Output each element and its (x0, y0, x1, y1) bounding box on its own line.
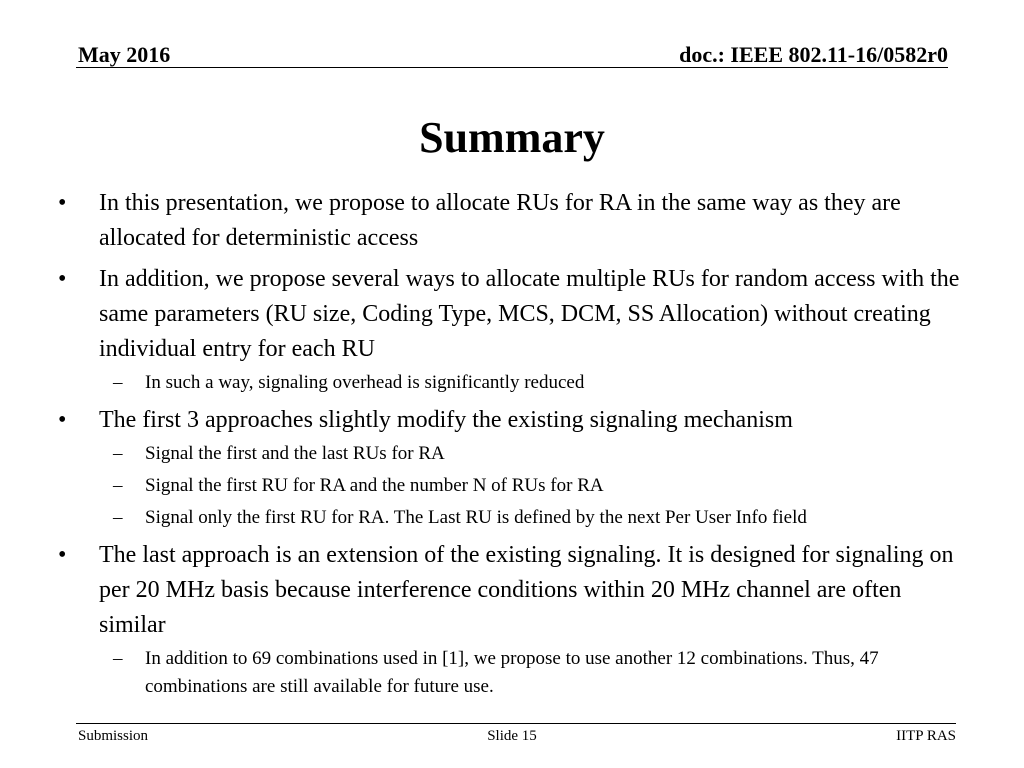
bullet-marker: • (58, 542, 67, 568)
bullet-item (0, 186, 1024, 256)
sub-bullet-text: In such a way, signaling overhead is significantly reduced (145, 372, 585, 393)
dash-marker: – (113, 475, 123, 496)
sub-bullet-item (0, 645, 1024, 701)
slide-title: Summary (419, 113, 605, 162)
bullet-marker: • (58, 190, 67, 216)
bullet-text: The last approach is an extension of the existing signaling. It is designed for signaling on per 20 MHz basis because interference conditions within 20 MHz channel are often similar (99, 542, 954, 638)
dash-marker: – (113, 372, 123, 393)
sub-bullet-text: Signal only the first RU for RA. The Last RU is defined by the next Per User Info field (145, 507, 807, 528)
sub-bullet-text: Signal the first and the last RUs for RA (145, 443, 445, 464)
bullet-list (0, 186, 1024, 701)
footer-submission: Submission (78, 728, 149, 744)
bullet-item (0, 262, 1024, 367)
sub-bullet-text: In addition to 69 combinations used in [1], we propose to use another 12 combinations. Thus, 47 combinations are still available for future use. (145, 648, 879, 697)
footer-divider (76, 723, 956, 724)
sub-bullet-item (0, 369, 1024, 397)
header-divider (76, 67, 948, 68)
bullet-marker: • (58, 266, 67, 292)
sub-bullet-item (0, 472, 1024, 500)
footer-slide-number: Slide 15 (487, 728, 537, 744)
bullet-text: In addition, we propose several ways to allocate multiple RUs for random access with the same parameters (RU size, Coding Type, MCS, DCM, SS Allocation) without creating individual entry for each RU (99, 266, 960, 362)
bullet-text: In this presentation, we propose to allocate RUs for RA in the same way as they are allocated for deterministic access (99, 190, 901, 251)
bullet-item (0, 403, 1024, 438)
sub-bullet-item (0, 440, 1024, 468)
dash-marker: – (113, 507, 123, 528)
sub-bullet-text: Signal the first RU for RA and the number N of RUs for RA (145, 475, 604, 496)
sub-bullet-item (0, 504, 1024, 532)
dash-marker: – (113, 648, 123, 669)
header-date: May 2016 (78, 42, 171, 67)
bullet-text: The first 3 approaches slightly modify the existing signaling mechanism (99, 407, 793, 433)
dash-marker: – (113, 443, 123, 464)
header-doc-id: doc.: IEEE 802.11-16/0582r0 (679, 42, 948, 67)
bullet-item (0, 538, 1024, 643)
footer-organization: IITP RAS (896, 728, 956, 744)
bullet-marker: • (58, 407, 67, 433)
